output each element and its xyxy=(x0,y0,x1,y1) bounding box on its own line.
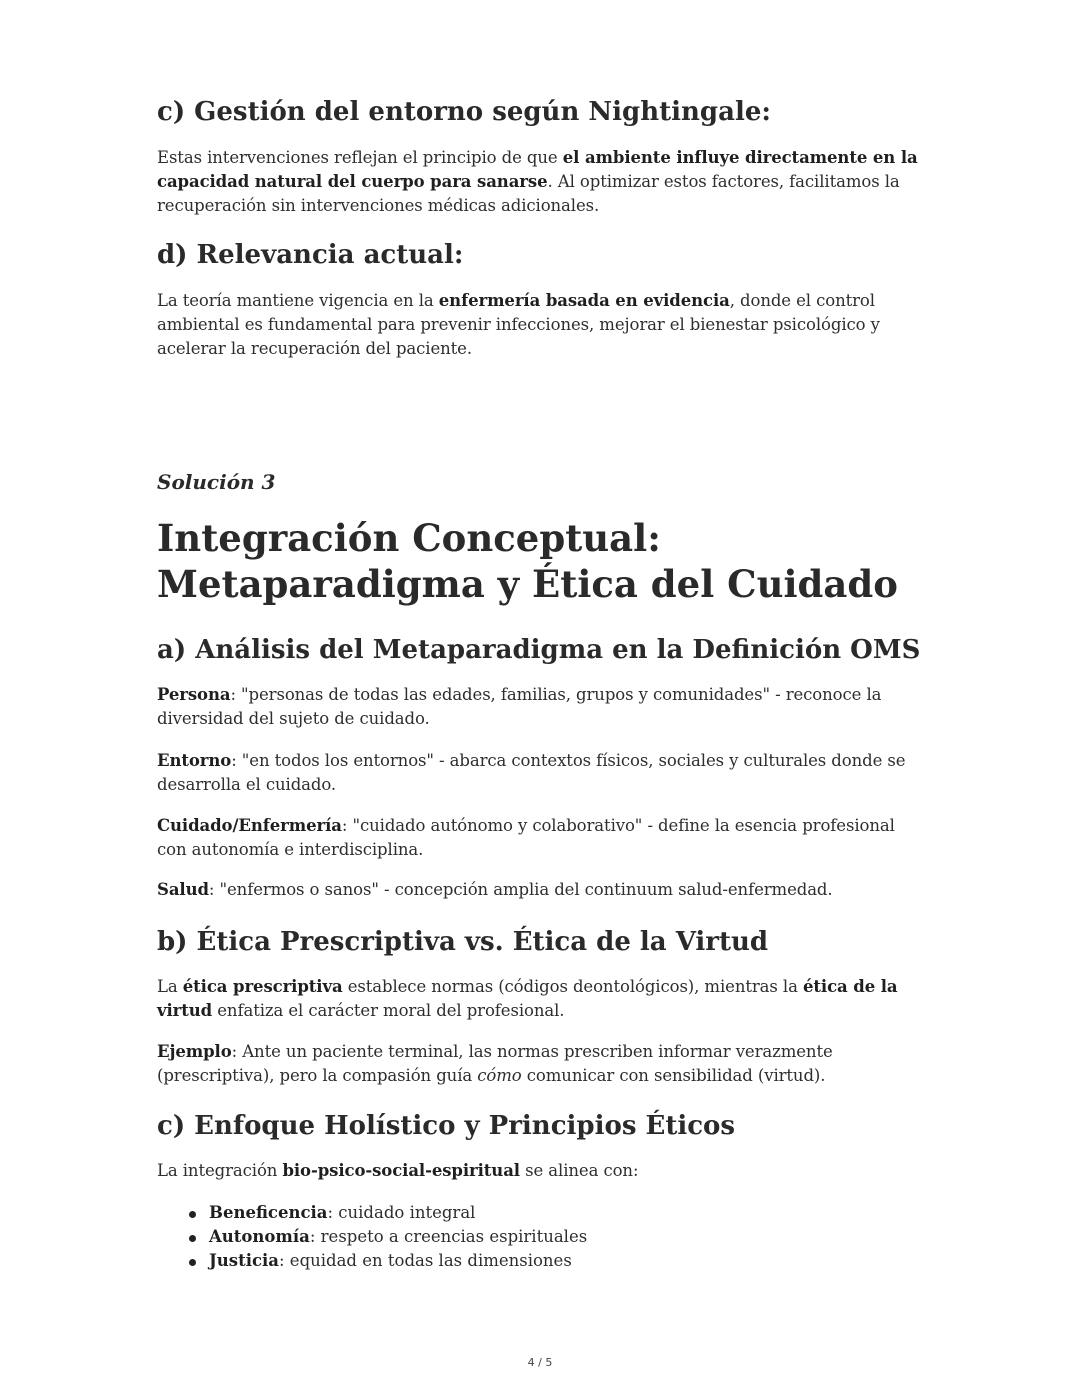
principles-list xyxy=(157,1201,979,1273)
heading-a-metaparadigma: a) Análisis del Metaparadigma en la Definición OMS xyxy=(157,635,921,665)
paragraph-persona: Persona: "personas de todas las edades, familias, grupos y comunidades" - reconoce la diversidad del sujeto de cuidado. xyxy=(157,685,882,728)
paragraph-entorno: Entorno: "en todos los entornos" - abarca contextos físicos, sociales y culturales donde se desarrolla el cuidado. xyxy=(157,751,906,794)
heading-b-etica: b) Ética Prescriptiva vs. Ética de la Virtud xyxy=(157,927,769,957)
solution-label: Solución 3 xyxy=(157,470,276,494)
list-item: Justicia: equidad en todas las dimensiones xyxy=(209,1249,979,1273)
paragraph-etica: La ética prescriptiva establece normas (códigos deontológicos), mientras la ética de la virtud enfatiza el carácter moral del profesional. xyxy=(157,977,898,1020)
paragraph-salud: Salud: "enfermos o sanos" - concepción amplia del continuum salud-enfermedad. xyxy=(157,880,833,899)
paragraph-ejemplo: Ejemplo: Ante un paciente terminal, las normas prescriben informar verazmente (prescriptiva), pero la compasión guía cómo comunicar con sensibilidad (virtud). xyxy=(157,1042,833,1085)
paragraph-relevancia: La teoría mantiene vigencia en la enfermería basada en evidencia, donde el control ambiental es fundamental para prevenir infecciones, mejorar el bienestar psicológico y acelerar la recuperación del paciente. xyxy=(157,291,880,358)
paragraph-cuidado: Cuidado/Enfermería: "cuidado autónomo y colaborativo" - define la esencia profesional con autonomía e interdisciplina. xyxy=(157,816,895,859)
paragraph-nightingale: Estas intervenciones reflejan el principio de que el ambiente influye directamente en la capacidad natural del cuerpo para sanarse. Al optimizar estos factores, facilitamos la recuperación sin intervenciones médicas adicionales. xyxy=(157,148,918,215)
solution-title: Integración Conceptual: Metaparadigma y Ética del Cuidado xyxy=(157,516,898,606)
heading-c-nightingale: c) Gestión del entorno según Nightingale: xyxy=(157,97,771,127)
heading-d-relevancia: d) Relevancia actual: xyxy=(157,240,464,270)
paragraph-integracion: La integración bio-psico-social-espiritual se alinea con: xyxy=(157,1161,639,1180)
heading-c-holistico: c) Enfoque Holístico y Principios Éticos xyxy=(157,1111,736,1141)
list-item: Beneficencia: cuidado integral xyxy=(209,1201,979,1225)
page-number: 4 / 5 xyxy=(527,1356,553,1369)
list-item: Autonomía: respeto a creencias espirituales xyxy=(209,1225,979,1249)
